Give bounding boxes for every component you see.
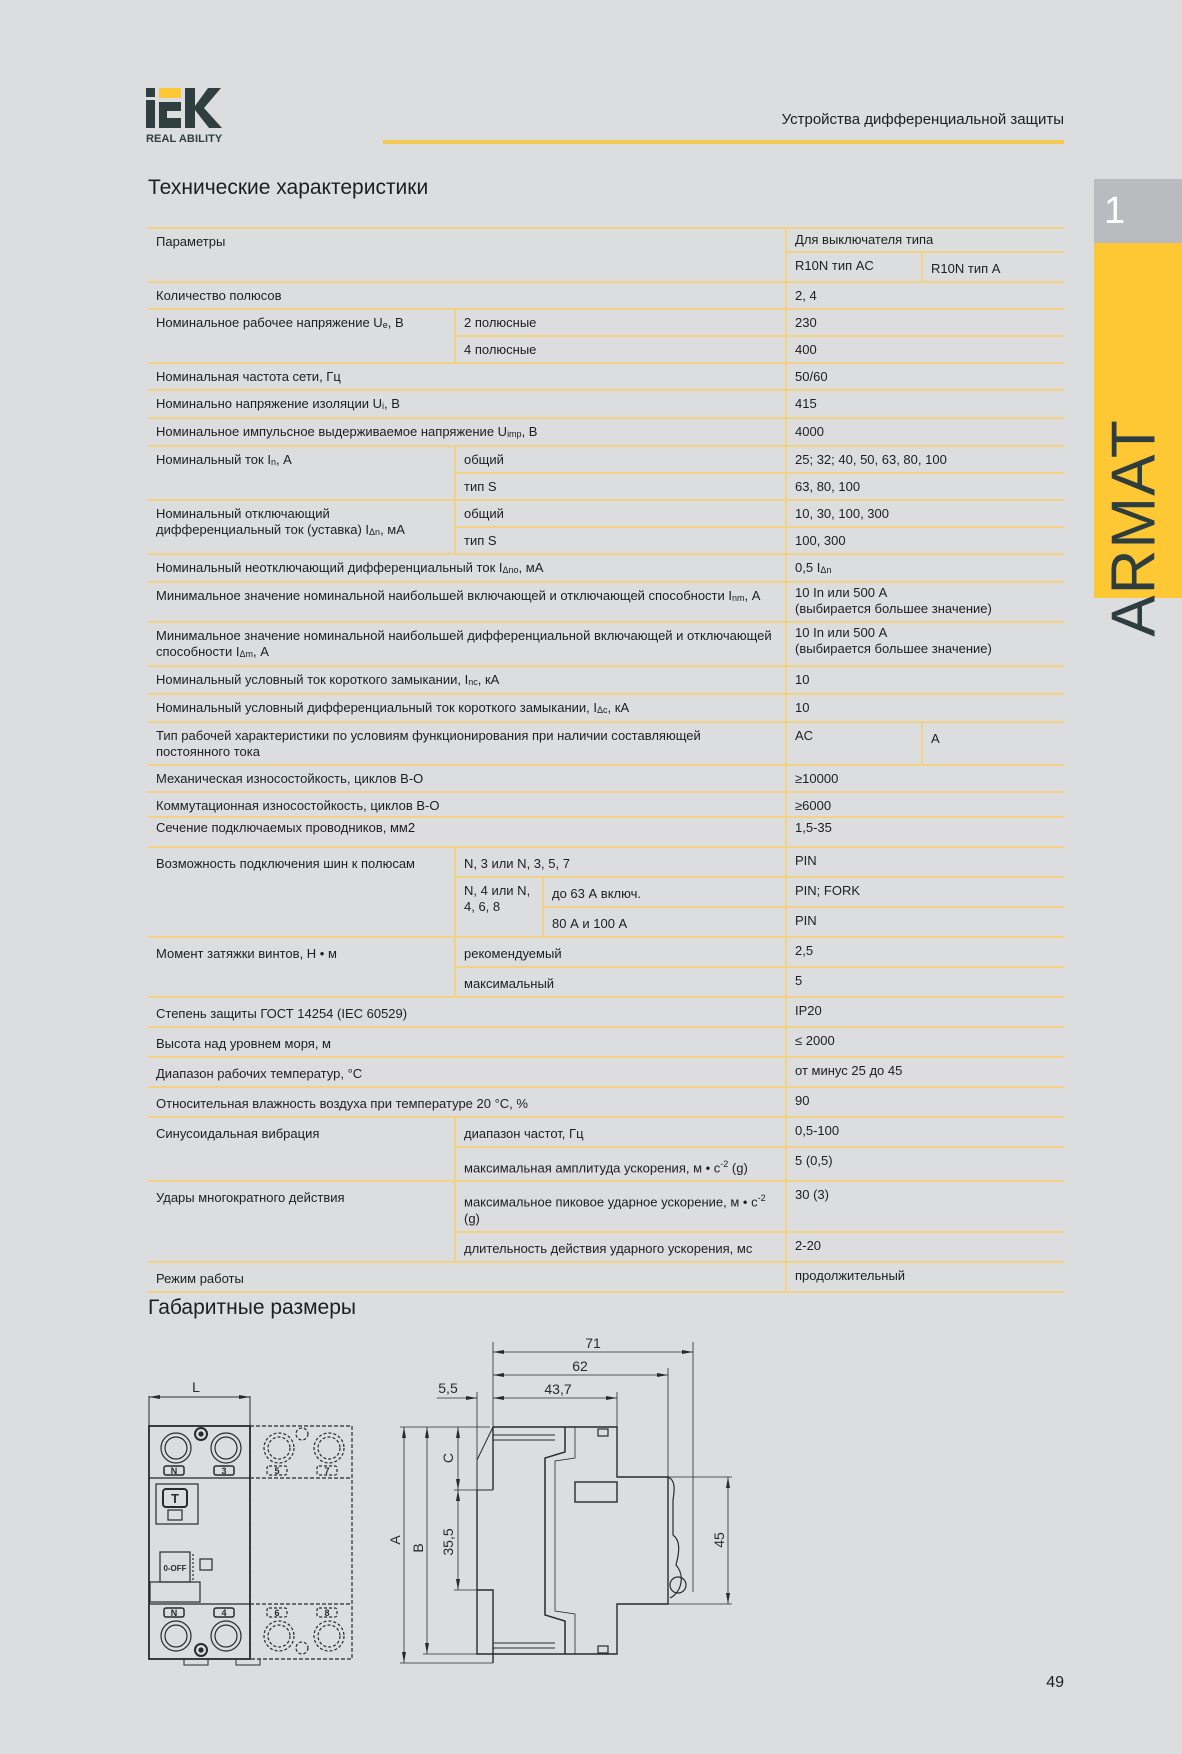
row-value: 90 xyxy=(786,1087,1064,1117)
row-value: 230 xyxy=(786,309,1064,336)
row-label: Номинальный неотключающий дифференциальный ток $I_{\Delta no}$, мА xyxy=(148,554,786,582)
table-row xyxy=(148,446,1064,473)
row-value: продолжительный xyxy=(786,1262,1064,1292)
row-value: 1,5-35 xyxy=(786,817,1064,847)
row-label: Относительная влажность воздуха при температуре 20 °С, % xyxy=(148,1087,786,1117)
row-sublabel: 2 полюсные xyxy=(455,309,786,336)
row-label: Количество полюсов xyxy=(148,282,786,309)
dim-35-5-label: 35,5 xyxy=(440,1528,456,1556)
row-value: PIN xyxy=(786,847,1064,877)
row-label: Номинальное рабочее напряжение $U_e$, В xyxy=(148,309,455,363)
row-label: Удары многократного действия xyxy=(148,1181,455,1261)
dim-L-label: L xyxy=(192,1379,200,1395)
terminal-label: 7 xyxy=(324,1466,330,1476)
front-view xyxy=(149,1379,352,1665)
dim-62-label: 62 xyxy=(572,1358,588,1374)
row-label: Режим работы xyxy=(148,1262,786,1292)
table-row xyxy=(148,554,1064,582)
row-sublabel: длительность действия ударного ускорения, мс xyxy=(455,1232,786,1262)
table-row xyxy=(148,1087,1064,1117)
table-row xyxy=(148,418,1064,446)
row-label: Диапазон рабочих температур, °С xyxy=(148,1057,786,1087)
table-row xyxy=(148,309,1064,336)
dim-A-label: A xyxy=(387,1535,403,1545)
row-value: 2, 4 xyxy=(786,282,1064,309)
row-label: Номинальное импульсное выдерживаемое напряжение $U_{imp}$, В xyxy=(148,418,786,446)
col-header-ac: R10N тип AC xyxy=(786,252,922,282)
row-label: Коммутационная износостойкость, циклов В-О xyxy=(148,792,786,817)
terminal-screws-bottom xyxy=(161,1621,344,1656)
row-sublabel: 4 полюсные xyxy=(455,336,786,363)
iek-logo-mark xyxy=(146,88,224,130)
row-sublabel: N, 4 или N, 4, 6, 8 xyxy=(455,877,543,937)
row-sublabel: диапазон частот, Гц xyxy=(455,1117,786,1147)
row-label: Тип рабочей характеристики по условиям функционирования при наличии составляющей постоянного тока xyxy=(148,722,786,765)
table-row xyxy=(148,997,1064,1027)
row-value: PIN xyxy=(786,907,1064,937)
table-row xyxy=(148,694,1064,722)
iek-logo xyxy=(146,88,226,148)
page-number: 49 xyxy=(1046,1674,1064,1691)
row-sublabel: N, 3 или N, 3, 5, 7 xyxy=(455,847,786,877)
row-label: Механическая износостойкость, циклов В-О xyxy=(148,765,786,792)
row-label: Минимальное значение номинальной наибольшей включающей и отключающей способности $I_{nm}$, А xyxy=(148,582,786,622)
dim-71-label: 71 xyxy=(585,1335,601,1351)
row-value-a: A xyxy=(922,722,1064,765)
row-sublabel: максимальный xyxy=(455,967,786,997)
chapter-label: ARMAT xyxy=(1099,419,1169,637)
row-sublabel: до 63 А включ. xyxy=(543,877,786,907)
table-header-row xyxy=(148,228,1064,252)
col-header-a: R10N тип A xyxy=(922,252,1064,282)
specs-table xyxy=(148,227,1064,1293)
logo-tagline: REAL ABILITY xyxy=(146,133,223,145)
row-value: 400 xyxy=(786,336,1064,363)
row-value: 10 xyxy=(786,694,1064,722)
row-label: Номинальный ток $I_n$, А xyxy=(148,446,455,500)
row-value: 63, 80, 100 xyxy=(786,473,1064,500)
table-row xyxy=(148,792,1064,817)
table-row xyxy=(148,937,1064,967)
row-value: 2-20 xyxy=(786,1232,1064,1262)
row-label: Сечение подключаемых проводников, мм2 xyxy=(148,817,786,847)
terminal-label: 4 xyxy=(221,1608,227,1618)
table-row xyxy=(148,1117,1064,1147)
row-sublabel: общий xyxy=(455,446,786,473)
table-row xyxy=(148,282,1064,309)
row-value: 25; 32; 40, 50, 63, 80, 100 xyxy=(786,446,1064,473)
table-row xyxy=(148,1027,1064,1057)
row-value: 415 xyxy=(786,390,1064,418)
table-row xyxy=(148,765,1064,792)
table-row xyxy=(148,582,1064,622)
test-button-icon xyxy=(156,1484,198,1524)
chapter-number: 1 xyxy=(1094,179,1182,243)
terminal-label: 5 xyxy=(274,1466,280,1476)
side-view xyxy=(387,1335,732,1663)
row-value: 100, 300 xyxy=(786,527,1064,554)
row-label: Возможность подключения шин к полюсам xyxy=(148,847,455,937)
row-label: Высота над уровнем моря, м xyxy=(148,1027,786,1057)
row-value: IP20 xyxy=(786,997,1064,1027)
row-value: 5 xyxy=(786,967,1064,997)
row-value: 10 xyxy=(786,666,1064,694)
row-value: 10, 30, 100, 300 xyxy=(786,500,1064,527)
dim-45-label: 45 xyxy=(711,1532,727,1548)
terminal-label: N xyxy=(170,1466,178,1476)
row-sublabel: максимальное пиковое ударное ускорение, м • $с^{-2}$ (g) xyxy=(455,1181,786,1231)
dim-C-label: C xyxy=(440,1452,456,1464)
row-sublabel: максимальная амплитуда ускорения, м • $с^{-2}$ (g) xyxy=(455,1147,786,1181)
table-row xyxy=(148,622,1064,666)
row-label: Минимальное значение номинальной наибольшей дифференциальной включающей и отключающей способности $I_{\Delta m}$, А xyxy=(148,622,786,666)
chapter-tab xyxy=(1094,243,1182,637)
for-type-header: Для выключателя типа xyxy=(786,228,1064,252)
row-label: Номинальный условный ток короткого замыкании, $I_{nc}$, кА xyxy=(148,666,786,694)
dim-5-5-label: 5,5 xyxy=(438,1380,458,1396)
row-value: ≥6000 xyxy=(786,792,1064,817)
table-row xyxy=(148,390,1064,418)
row-label: Синусоидальная вибрация xyxy=(148,1117,455,1181)
param-header: Параметры xyxy=(148,228,786,282)
row-value: 0,5-100 xyxy=(786,1117,1064,1147)
table-row xyxy=(148,1262,1064,1292)
row-value: 30 (3) xyxy=(786,1181,1064,1231)
table-row xyxy=(148,500,1064,527)
terminal-label: 8 xyxy=(324,1608,330,1618)
row-value: 5 (0,5) xyxy=(786,1147,1064,1181)
row-sublabel: тип S xyxy=(455,527,786,554)
row-label: Номинальный отключающий дифференциальный ток (уставка) $I_{\Delta n}$, мА xyxy=(148,500,455,554)
row-sublabel: тип S xyxy=(455,473,786,500)
row-value: 4000 xyxy=(786,418,1064,446)
toggle-switch-icon xyxy=(150,1552,212,1602)
row-value: 0,5 $I_{\Delta n}$ xyxy=(786,554,1064,582)
table-row xyxy=(148,666,1064,694)
row-sublabel: общий xyxy=(455,500,786,527)
row-value: PIN; FORK xyxy=(786,877,1064,907)
dim-43-7-label: 43,7 xyxy=(544,1381,572,1397)
table-row xyxy=(148,817,1064,847)
row-value-ac: AC xyxy=(786,722,922,765)
header-divider xyxy=(383,140,1064,144)
row-label: Степень защиты ГОСТ 14254 (IEC 60529) xyxy=(148,997,786,1027)
row-label: Номинальная частота сети, Гц xyxy=(148,363,786,390)
row-value: 10 In или 500 А (выбирается большее значение) xyxy=(786,582,1064,622)
row-label: Номинально напряжение изоляции $U_i$, В xyxy=(148,390,786,418)
table-row xyxy=(148,1181,1064,1231)
row-value: ≥10000 xyxy=(786,765,1064,792)
table-row xyxy=(148,363,1064,390)
table-row xyxy=(148,1057,1064,1087)
dim-B-label: B xyxy=(410,1543,426,1553)
switch-label: 0-OFF xyxy=(163,1564,187,1573)
row-value: ≤ 2000 xyxy=(786,1027,1064,1057)
row-value: от минус 25 до 45 xyxy=(786,1057,1064,1087)
terminal-label: N xyxy=(170,1608,178,1618)
row-label: Момент затяжки винтов, Н • м xyxy=(148,937,455,997)
terminal-label: 3 xyxy=(221,1466,227,1476)
terminal-screws-top xyxy=(161,1428,344,1463)
table-row xyxy=(148,847,1064,877)
table-row xyxy=(148,722,1064,765)
row-label: Номинальный условный дифференциальный ток короткого замыкании, $I_{\Delta c}$, кА xyxy=(148,694,786,722)
row-value: 50/60 xyxy=(786,363,1064,390)
row-sublabel: рекомендуемый xyxy=(455,937,786,967)
specs-heading: Технические характеристики xyxy=(148,176,429,199)
test-button-label: T xyxy=(171,1491,179,1506)
row-value: 2,5 xyxy=(786,937,1064,967)
terminal-label: 6 xyxy=(274,1608,280,1618)
dimensions-heading: Габаритные размеры xyxy=(148,1296,356,1319)
row-value: 10 In или 500 А (выбирается большее значение) xyxy=(786,622,1064,666)
dimensions-drawing xyxy=(140,1330,760,1680)
section-title: Устройства дифференциальной защиты xyxy=(781,111,1064,128)
row-sublabel: 80 А и 100 А xyxy=(543,907,786,937)
